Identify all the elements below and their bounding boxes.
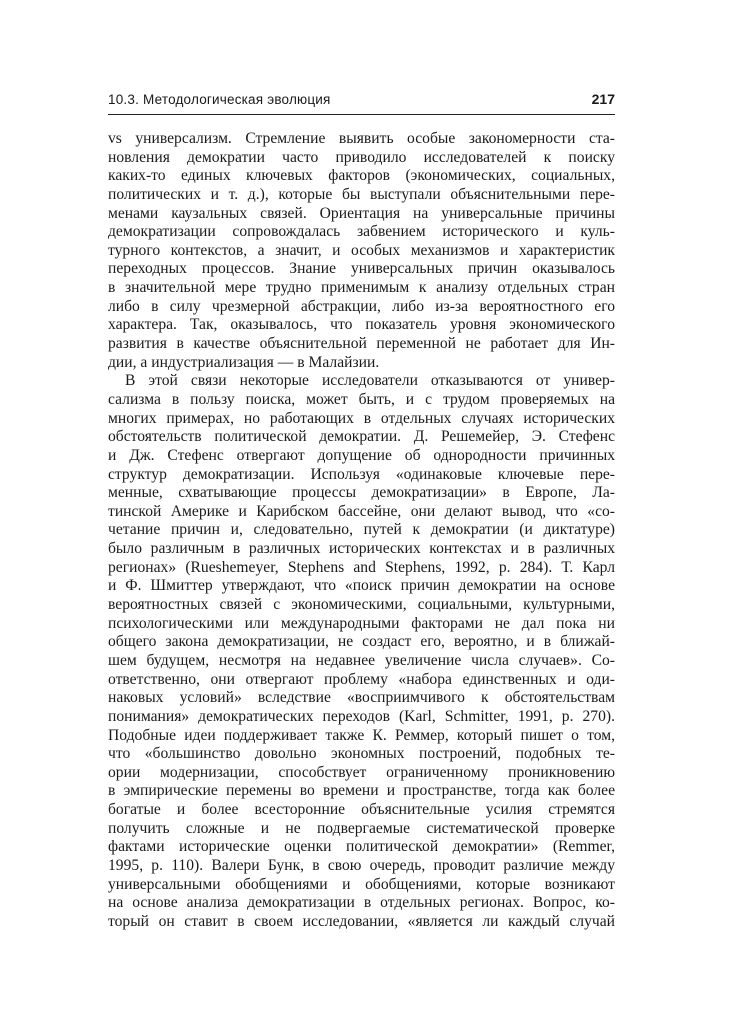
text-line: каких-то единых ключевых факторов (экономических, социальных, xyxy=(108,167,615,185)
text-line: менами каузальных связей. Ориентация на универсальные причины xyxy=(108,204,615,222)
text-line: Подобные идеи поддерживает также К. Реммер, который пишет о том, xyxy=(108,726,615,744)
text-line: и Ф. Шмиттер утверждают, что «поиск причин демократии на основе xyxy=(108,577,615,595)
text-line: торый он ставит в своем исследовании, «является ли каждый случай xyxy=(108,912,615,930)
text-line: шем будущем, несмотря на недавнее увеличение числа случаев». Со- xyxy=(108,651,615,669)
text-line: и Дж. Стефенс отвергают допущение об однородности причинных xyxy=(108,446,615,464)
text-line: на основе анализа демократизации в отдельных регионах. Вопрос, ко- xyxy=(108,894,615,912)
text-line: демократизации сопровождалась забвением исторического и куль- xyxy=(108,223,615,241)
text-line: дии, а индустриализация — в Малайзии. xyxy=(108,353,380,371)
text-line: 1995, p. 110). Валери Бунк, в свою очередь, проводит различие между xyxy=(108,856,615,874)
text-line: регионах» (Rueshemeyer, Stephens and Stephens, 1992, p. 284). Т. Карл xyxy=(108,558,615,576)
text-line: переходных процессов. Знание универсальных причин оказывалось xyxy=(108,260,615,278)
text-line: вероятностных связей с экономическими, социальными, культурными, xyxy=(108,596,615,614)
text-line: в эмпирические перемены во времени и пространстве, тогда как более xyxy=(108,782,615,800)
text-line: тинской Америке и Карибском бассейне, они делают вывод, что «со- xyxy=(108,502,615,520)
text-line: было различным в различных исторических контекстах и в различных xyxy=(108,540,615,558)
text-line: либо в силу чрезмерной абстракции, либо из-за вероятностного его xyxy=(108,297,615,315)
text-line: новления демократии часто приводило исследователей к поиску xyxy=(108,148,615,166)
text-line: развития в качестве объяснительной переменной не работает для Ин- xyxy=(108,335,615,353)
running-head: 10.3. Методологическая эволюция xyxy=(108,92,331,107)
header-rule xyxy=(108,114,615,115)
text-line: наковых условий» вследствие «восприимчивого к обстоятельствам xyxy=(108,689,615,707)
text-line: многих примерах, но работающих в отдельных случаях исторических xyxy=(108,409,615,427)
text-line: ории модернизации, способствует ограниченному проникновению xyxy=(108,763,615,781)
text-line: политических и т. д.), которые бы выступали объяснительными пере- xyxy=(108,185,615,203)
text-line: общего закона демократизации, не создаст его, вероятно, и в ближай- xyxy=(108,633,615,651)
text-line: богатые и более всесторонние объяснительные усилия стремятся xyxy=(108,801,615,819)
text-line: в значительной мере трудно применимым к анализу отдельных стран xyxy=(108,279,615,297)
text-line: универсальными обобщениями и обобщениями, которые возникают xyxy=(108,875,615,893)
text-line: турного контекстов, а значит, и особых механизмов и характеристик xyxy=(108,241,615,259)
text-line: структур демократизации. Используя «одинаковые ключевые пере- xyxy=(108,465,615,483)
text-line: психологическими или международными факторами не дал пока ни xyxy=(108,614,615,632)
text-line: менные, схватывающие процессы демократизации» в Европе, Ла- xyxy=(108,484,615,502)
text-line: обстоятельств политической демократии. Д. Решемейер, Э. Стефенс xyxy=(108,428,615,446)
text-line: фактами исторические оценки политической демократии» (Remmer, xyxy=(108,838,615,856)
text-line: получить сложные и не подвергаемые систематической проверке xyxy=(108,819,615,837)
text-line: vs универсализм. Стремление выявить особые закономерности ста- xyxy=(108,130,615,147)
text-line: четание причин и, следовательно, путей к демократии (и диктатуре) xyxy=(108,521,615,539)
text-line: ответственно, они отвергают проблему «набора единственных и оди- xyxy=(108,670,615,688)
text-line: сализма в пользу поиска, может быть, и с трудом проверяемых на xyxy=(108,390,615,408)
page-number: 217 xyxy=(591,91,615,107)
text-line: что «большинство довольно экономных построений, подобных те- xyxy=(108,745,615,763)
text-line: понимания» демократических переходов (Karl, Schmitter, 1991, p. 270). xyxy=(108,707,615,725)
text-line: характера. Так, оказывалось, что показатель уровня экономического xyxy=(108,316,615,334)
page-header xyxy=(108,86,615,118)
text-line: В этой связи некоторые исследователи отказываются от универ- xyxy=(125,372,615,390)
body-text xyxy=(108,130,615,932)
